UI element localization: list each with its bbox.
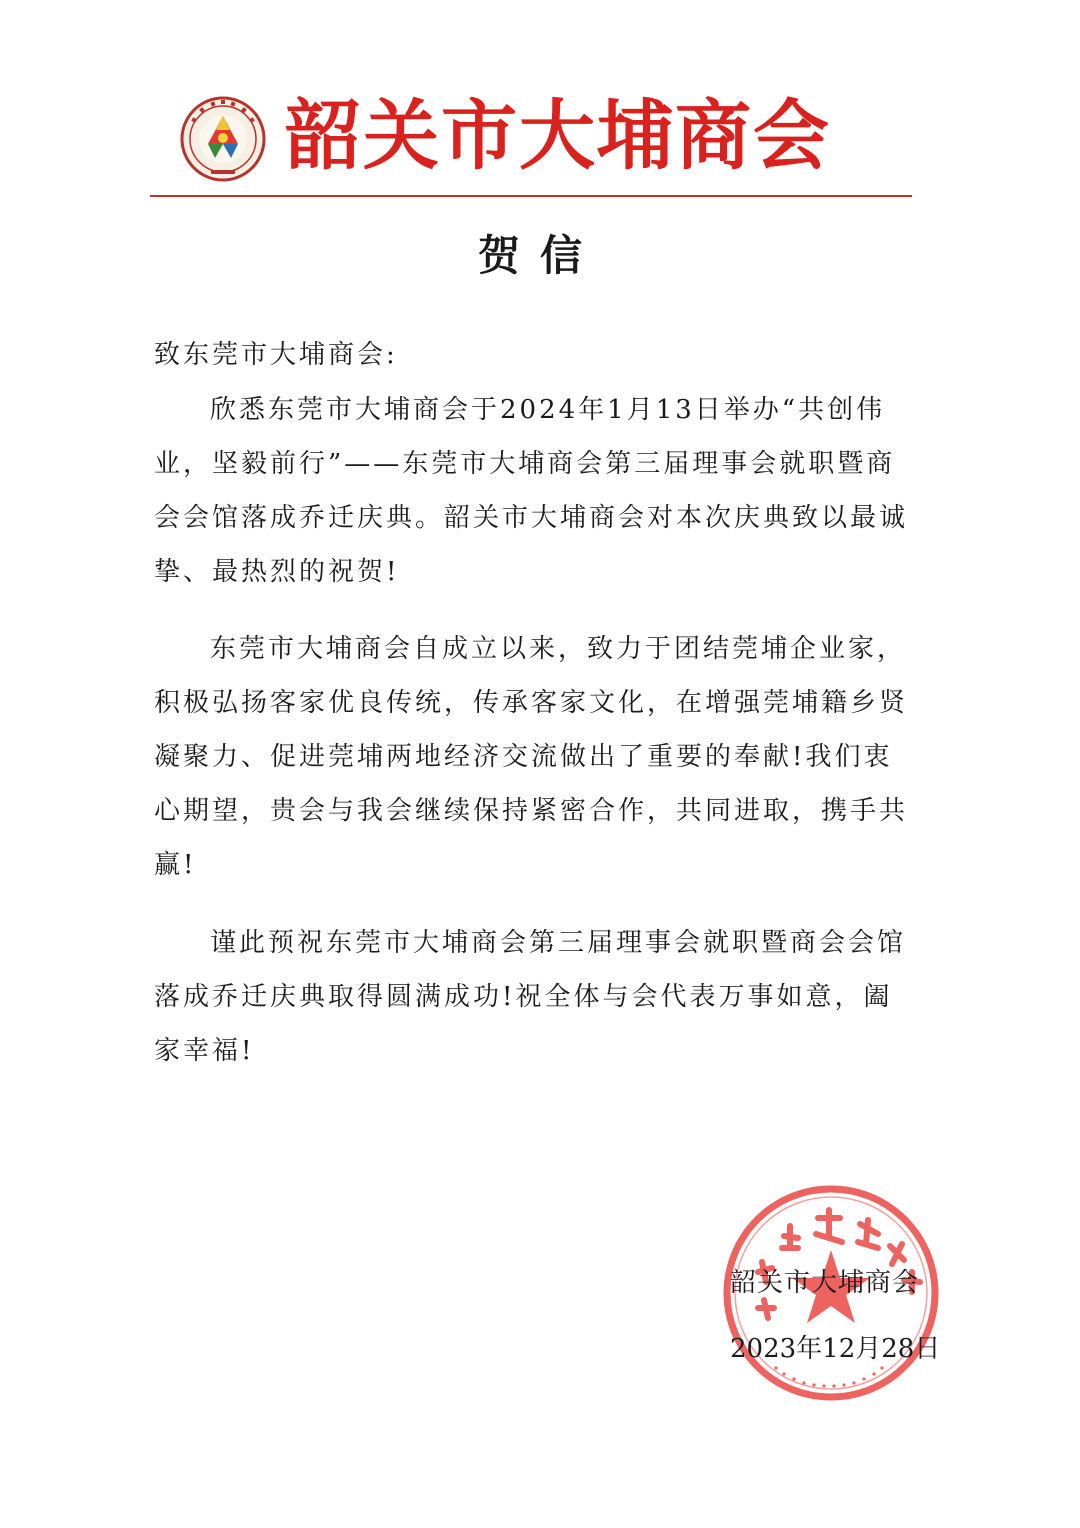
- letterhead-org-name: 韶关市大埔商会: [285, 91, 831, 180]
- letter-title: 贺信: [477, 231, 602, 280]
- association-logo: [180, 96, 266, 182]
- letterhead-divider: [150, 195, 912, 197]
- body-paragraph-2: 东莞市大埔商会自成立以来，致力于团结莞埔企业家，积极弘扬客家优良传统，传承客家文化，在增强莞埔籍乡贤凝聚力、促进莞埔两地经济交流做出了重要的奉献!我们衷心期望，贵会与我会继续保持紧密合作，共同进取，携手共赢!: [154, 634, 909, 880]
- body-paragraph-1: 欣悉东莞市大埔商会于2024年1月13日举办“共创伟业，坚毅前行”——东莞市大埔商会第三届理事会就职暨商会会馆落成乔迁庆典。韶关市大埔商会对本次庆典致以最诚挚、最热烈的祝贺!: [154, 395, 909, 587]
- body-paragraph-3: 谨此预祝东莞市大埔商会第三届理事会就职暨商会会馆落成乔迁庆典取得圆满成功!祝全体与会代表万事如意，阖家幸福!: [154, 928, 907, 1066]
- signature-org: 韶关市大埔商会: [730, 1268, 920, 1298]
- salutation: 致东莞市大埔商会:: [154, 340, 398, 370]
- signature-date: 2023年12月28日: [730, 1334, 941, 1364]
